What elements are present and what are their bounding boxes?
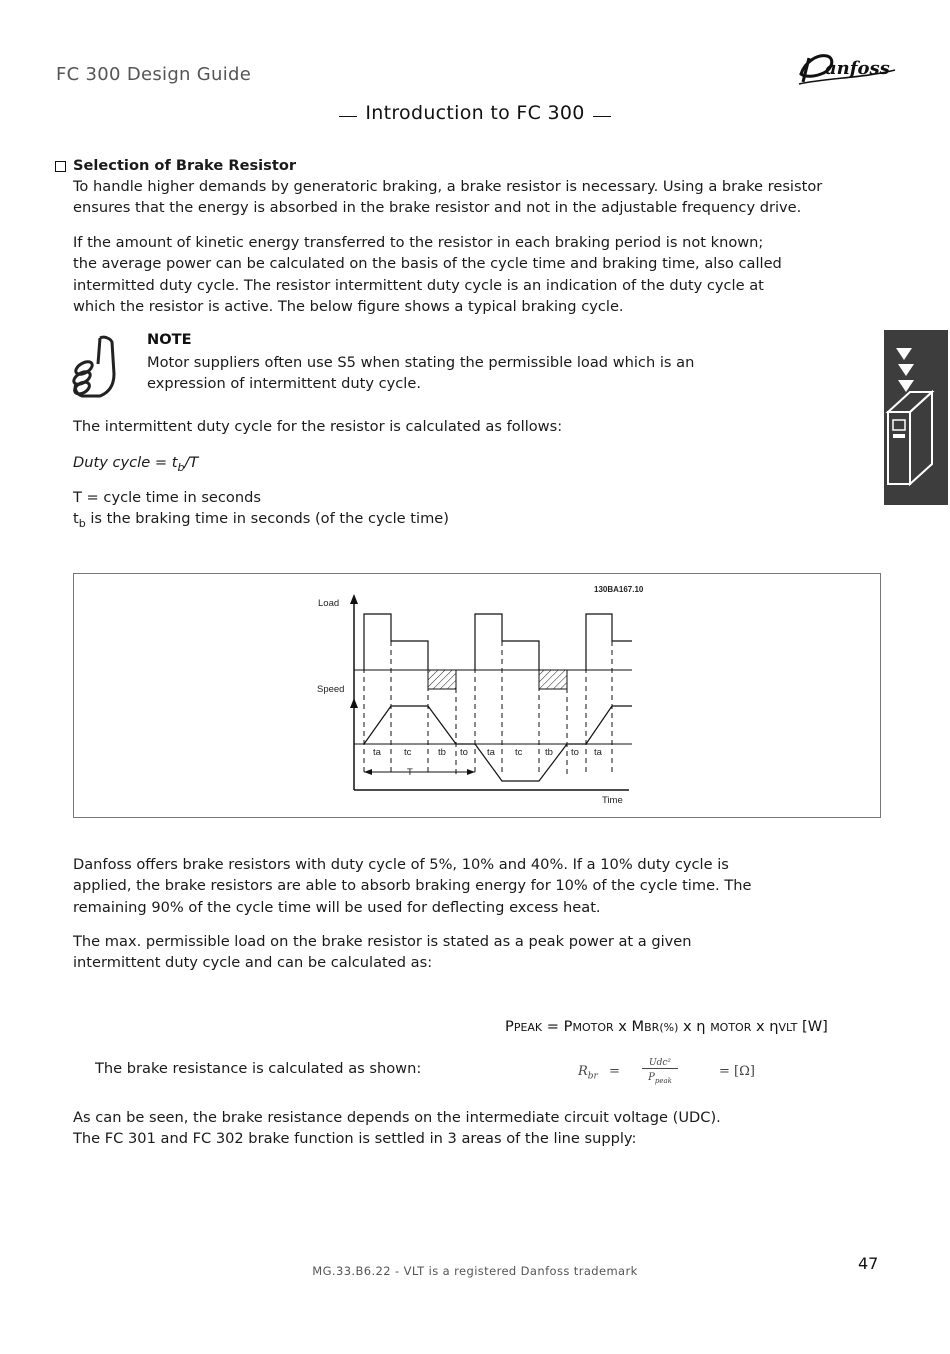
title-dash-right <box>593 116 611 117</box>
f-vlt: VLT <box>778 1021 798 1034</box>
page-number: 47 <box>858 1254 879 1273</box>
f-peak: PEAK <box>513 1021 543 1034</box>
phase-label: to <box>571 747 579 758</box>
document-title: FC 300 Design Guide <box>56 64 252 85</box>
footer-text: MG.33.B6.22 - VLT is a registered Danfoss trademark <box>312 1264 638 1278</box>
f-unit: [W] <box>797 1018 828 1035</box>
f-br: BR(%) <box>644 1021 679 1034</box>
phase-label: tb <box>438 747 446 758</box>
rbr-denominator <box>642 1072 678 1085</box>
danfoss-logo <box>795 44 901 88</box>
paragraph-max-load <box>73 931 863 974</box>
paragraph-kinetic-energy <box>73 232 863 318</box>
text-line: If the amount of kinetic energy transferred to the resistor in each braking period is not known; <box>73 234 764 251</box>
rbr-lhs-main: R <box>578 1064 588 1079</box>
definition-T: T = cycle time in seconds <box>73 489 261 506</box>
section-title-text: Introduction to FC 300 <box>365 102 585 124</box>
rbr-den-sub: peak <box>654 1077 672 1085</box>
text-line: intermittent duty cycle and can be calculated as: <box>73 954 433 972</box>
text-line: Danfoss offers brake resistors with duty cycle of 5%, 10% and 40%. If a 10% duty cycle is <box>73 856 729 873</box>
duty-cycle-formula <box>73 452 863 478</box>
note-hand-icon <box>70 334 122 400</box>
paragraph-duty-cycle-intro: The intermittent duty cycle for the resistor is calculated as follows: <box>73 418 563 435</box>
braking-cycle-diagram <box>74 574 880 817</box>
svg-text:anfoss: anfoss <box>825 58 890 79</box>
speed-axis-arrow <box>350 698 358 708</box>
rbr-lhs <box>578 1064 598 1082</box>
paragraph-duty-offers <box>73 854 863 918</box>
def-tb-prefix: t <box>73 510 79 528</box>
f-x1: x M <box>613 1018 645 1035</box>
note-text <box>147 352 787 395</box>
paragraph-brake-resistance: The brake resistance is calculated as shown: <box>95 1060 422 1077</box>
load-profile-1 <box>364 614 428 670</box>
time-label: Time <box>602 795 623 806</box>
formula-suffix: /T <box>184 454 199 471</box>
phase-label: tb <box>545 747 553 758</box>
phase-label: tc <box>515 747 523 758</box>
peak-power-formula <box>505 1018 828 1035</box>
f-eq1: = P <box>542 1018 573 1035</box>
text-line: The max. permissible load on the brake resistor is stated as a peak power at a given <box>73 933 692 950</box>
chapter-side-tab <box>884 330 948 505</box>
text-line: remaining 90% of the cycle time will be used for deflecting excess heat. <box>73 898 601 916</box>
def-tb-sub: b <box>78 517 86 531</box>
checkbox-bullet-icon <box>55 161 66 172</box>
definition-tb <box>73 508 863 534</box>
text-line: The FC 301 and FC 302 brake function is settled in 3 areas of the line supply: <box>73 1130 637 1148</box>
rbr-eq: = <box>609 1064 620 1079</box>
paragraph-intro <box>73 176 863 219</box>
text-line: Motor suppliers often use S5 when stating the permissible load which is an <box>147 354 695 371</box>
load-profile-3 <box>586 614 632 670</box>
phase-label: to <box>460 747 468 758</box>
text-line: ensures that the energy is absorbed in the brake resistor and not in the adjustable frequency drive. <box>73 199 802 217</box>
drive-icon <box>884 330 948 505</box>
phase-label: tc <box>404 747 412 758</box>
period-label: T <box>407 767 413 778</box>
phase-labels <box>373 747 603 758</box>
text-line: expression of intermittent duty cycle. <box>147 375 421 393</box>
f-x2: x η <box>678 1018 711 1035</box>
f-motor: MOTOR <box>572 1021 614 1034</box>
load-label: Load <box>318 598 340 609</box>
f-x3: x η <box>751 1018 779 1035</box>
text-line: the average power can be calculated on the basis of the cycle time and braking time, also called <box>73 255 782 273</box>
formula-subscript: b <box>177 460 185 474</box>
formula-prefix: Duty cycle = t <box>73 454 178 471</box>
load-axis-arrow <box>350 594 358 604</box>
braking-cycle-figure <box>73 573 881 818</box>
section-heading: Selection of Brake Resistor <box>73 157 297 174</box>
phase-label: ta <box>373 747 381 758</box>
note-heading: NOTE <box>147 331 192 348</box>
phase-label: ta <box>594 747 602 758</box>
f-motor2: MOTOR <box>710 1021 752 1034</box>
title-dash-left <box>339 116 357 117</box>
definitions <box>73 487 863 535</box>
text-line: which the resistor is active. The below figure shows a typical braking cycle. <box>73 298 624 316</box>
rbr-den-main: P <box>648 1072 655 1083</box>
braking-area-1 <box>428 670 456 689</box>
def-tb-suffix: is the braking time in seconds (of the cycle time) <box>85 510 449 528</box>
text-line: applied, the brake resistors are able to absorb braking energy for 10% of the cycle time. The <box>73 877 752 895</box>
load-profile-2 <box>475 614 539 670</box>
text-line: As can be seen, the brake resistance depends on the intermediate circuit voltage (UDC). <box>73 1109 721 1126</box>
figure-code: 130BA167.10 <box>594 585 644 594</box>
text-line: intermitted duty cycle. The resistor intermittent duty cycle is an indication of the duty cycle at <box>73 276 764 294</box>
braking-area-2 <box>539 670 567 689</box>
speed-profile-1 <box>364 706 475 744</box>
phase-label: ta <box>487 747 495 758</box>
rbr-numerator: Udc² <box>642 1058 678 1069</box>
f-p: P <box>505 1018 514 1035</box>
brake-resistance-formula <box>578 1058 778 1092</box>
rbr-rhs: = [Ω] <box>719 1064 755 1079</box>
speed-label: Speed <box>317 684 345 695</box>
text-line: To handle higher demands by generatoric braking, a brake resistor is necessary. Using a brake resistor <box>73 178 823 195</box>
section-title <box>0 102 950 124</box>
rbr-lhs-sub: br <box>587 1071 598 1082</box>
paragraph-conclusion <box>73 1107 863 1150</box>
